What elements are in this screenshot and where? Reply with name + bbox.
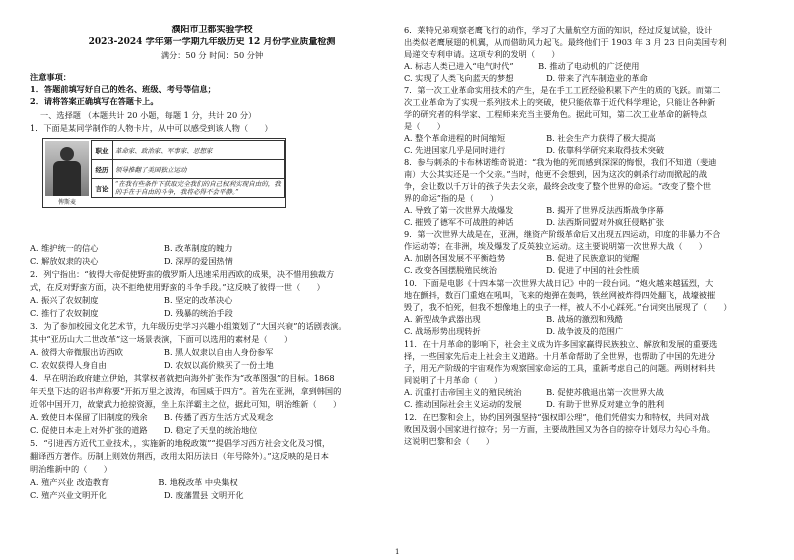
question-line: 8．参与刺杀的卡布林诺维奇说道：“我为他的死而感到深深的悔恨，我们不知道（斐迪: [404, 157, 717, 167]
option-line: C. 解放奴隶的决心 D. 深厚的爱国热情: [30, 256, 233, 266]
question-line: 4．早在明治政府建立伊始，其掌权者就把向海外扩张作为“改革图强”的目标。1868: [30, 373, 335, 383]
question-line: 毁了，我不怕死，但我不想像地上的虫子一样，被人不小心踩死。”台词突出展现了（ ）: [404, 302, 732, 312]
option-line: A. 标志人类已进入“电气时代” B. 推动了电动机的广泛使用: [404, 61, 640, 71]
question-line: 这说明巴黎和会（ ）: [404, 436, 495, 446]
option-line: A. 导致了第一次世界大战爆发 B. 揭开了世界反法西斯战争序幕: [404, 205, 664, 215]
question-line: 10．下面是电影《十四本第一次世界大战日记》中的一段台词。“炮火越来越猛烈，大: [404, 278, 714, 288]
school-name: 濮阳市卫都实验学校: [171, 25, 253, 35]
option-line: C. 农奴获得人身自由 D. 农奴以高价赎买了一份土地: [30, 360, 274, 370]
option-line: C. 先进国家几乎是同时进行 D. 依靠科学研究来取得技术突破: [404, 145, 665, 155]
question-line: 5．“引进西方近代工业技术，，实施新的地税政策”“提倡学习西方社会文化及习惯，: [30, 438, 331, 448]
question-line: 翻译西方著作。历制上则效仿荆西，改用太阳历法日（年号除外）。”这反映的是日本: [30, 451, 329, 461]
question-line: 是（ ）: [404, 121, 445, 131]
question-line: 出类似老鹰展翅的机翼，从而借助风力起飞。最终他们于 1903 年 3 月 23 日向美国专利: [404, 37, 727, 47]
question-line: 式，在反对野蛮方面，决不拒绝使用野蛮的斗争手段。”这反映了彼得一世（ ）: [30, 282, 325, 292]
option-line: C. 推动国际社会主义运动的发展 D. 有助于世界反对建立争的胜利: [404, 399, 665, 409]
person-card-table: [91, 140, 285, 198]
question-line: 争，会让数以千万计的孩子失去父亲，最终会改变了整个世界的命运。“改变了整个世: [404, 181, 712, 191]
notice-item: 2．请将答案正确填写在答题卡上。: [30, 96, 159, 106]
question-line: 其中“亚历山大二世改革”这一场景表演，下面可以选用的素材是（ ）: [30, 334, 293, 344]
card-key: 言论: [92, 179, 113, 198]
option-line: A. 加剧各国发展不平衡趋势 B. 促进了民族意识的觉醒: [404, 253, 640, 263]
question-line: 作运动等；在非洲，埃及爆发了反英独立运动。这主要说明第一次世界大战（ ）: [404, 241, 707, 251]
option-line: C. 推行了农奴制度 D. 残暴的统治手段: [30, 308, 233, 318]
table-row: [92, 179, 285, 198]
option-line: C. 摧毁了德军不可战胜的神话 D. 法西斯同盟对外疯狂侵略扩张: [404, 217, 665, 227]
portrait-caption: 俾斯麦: [57, 199, 76, 206]
option-line: C. 促使日本走上对外扩张的道路 D. 稳定了天皇的统治地位: [30, 425, 258, 435]
question-line: 6．莱特兄弟观察老鹰飞行的动作，学习了大量航空方面的知识，经过反复试验，设计: [404, 25, 713, 35]
question-line: 2．列宁指出：“彼得大帝促使野蛮的俄罗斯人迅速采用西欧的成果，决不惜用独裁方: [30, 269, 335, 279]
question-line: 子，用无产阶级的宇宙观作为观察国家命运的工具，重新考虑自己的问题。两则材料共: [404, 363, 716, 373]
question-line: 1．下面是某同学制作的人物卡片，从中可以感受到该人物（ ）: [30, 123, 273, 133]
table-row: [92, 141, 285, 160]
option-line: C. 战场形势出现转折 D. 战争波及的范围广: [404, 326, 624, 336]
question-line: 择，一些国家先后走上社会主义道路。十月革命帮助了全世界，也帮助了中国的先进分: [404, 351, 716, 361]
question-line: 界的命运”指的是（ ）: [404, 193, 499, 203]
question-line: 学的研究者的科学家、工程师来充当主要角色。据此可知，第二次工业革命的新特点: [404, 109, 707, 119]
notice-item: 1．答题前填写好自己的姓名、班级、考号等信息；: [30, 84, 216, 94]
option-line: C. 改变各国摆脱殖民统治 D. 促进了中国的社会性质: [404, 265, 640, 275]
question-line: 12．在巴黎和会上，协约国列强坚持“强权即公理”，他们凭借实力和特权，共同对战: [404, 412, 710, 422]
card-value: “在我有些条件下获取完全我们的自己权利实现自由的，我的手在于自由的斗争，我将必得不会平静。”: [112, 179, 284, 198]
question-line: 南）大公其实还是一个父亲。”当时，他更不会想到，因为这次的刺杀行动而掀起的战: [404, 169, 708, 179]
question-line: 11．在十月革命的影响下，社会主义成为许多国家赢得民族独立、解放和发展的重要选: [404, 339, 718, 349]
card-key: 职业: [92, 141, 113, 160]
question-line: 3．为了参加校园文化艺术节，九年级历史学习兴趣小组策划了“大国兴衰”的话剧表演。: [30, 321, 347, 331]
question-line: 败国及弱小国家进行掠夺；另一方面，主要战胜国又为各自的掠夺计划尽力勾心斗角。: [404, 424, 716, 434]
question-line: 年天皇下达的诏书声称要“开拓万里之波涛，布国威于四方”。首先在亚洲，拿到韩国的: [30, 386, 342, 396]
option-line: A. 新型战争武器出现 B. 战场的激烈和残酷: [404, 314, 623, 324]
option-line: A. 振兴了农奴制度 B. 坚定的改革决心: [30, 295, 233, 305]
option-line: C. 实现了人类飞向蓝天的梦想 D. 带来了汽车制造业的革命: [404, 73, 648, 83]
question-line: 9．第一次世界大战是在，亚洲，继资产阶级革命后又出现五四运动，印度的非暴力不合: [404, 229, 721, 239]
option-line: A. 维护统一的信心 B. 改革制度的魄力: [30, 243, 233, 253]
section-heading: 一、选择题 （本题共计 20 小题，每题 1 分，共计 20 分）: [40, 110, 257, 120]
portrait-image: [45, 141, 89, 196]
question-line: 局递交专利申请。这项专利的发明（ ）: [404, 49, 560, 59]
table-row: [92, 160, 285, 179]
option-line: A. 沉重打击帝国主义的殖民统治 B. 促使苏俄退出第一次世界大战: [404, 387, 664, 397]
question-line: 近邻中国开刀，故蒙武力抢掠资源，坐上东洋霸主之位，据此可知，明治维新（ ）: [30, 399, 342, 409]
card-value: 革命家、政治家、军事家、思想家: [112, 141, 284, 160]
page-number: 1: [395, 548, 400, 556]
exam-title: 2023-2024 学年第一学期九年级历史 12 月份学业质量检测: [88, 37, 336, 47]
score-time: 满分：50 分 时间：50 分钟: [160, 50, 264, 60]
question-line: 地在颤抖，数百门重炮在吼叫，飞来的炮弹在轰鸣，铁丝网被炸得四处翻飞，战壕被摧: [404, 290, 716, 300]
option-line: A. 整个革命进程的时间缩短 B. 社会生产力获得了极大提高: [404, 133, 656, 143]
option-line: A. 殖产兴业 改造教育 B. 地税改革 中央集权: [30, 477, 238, 487]
notice-heading: 注意事项：: [30, 72, 71, 82]
question-line: 明治维新中的（ ）: [30, 464, 112, 474]
question-line: 次工业革命为了实现一系列技术上的突破，使只能依靠于近代科学理论，只能让各种新: [404, 97, 716, 107]
option-line: A. 彼得大帝微服出访西欧 B. 黑人奴隶以自由人身份参军: [30, 347, 274, 357]
person-card-figure: [42, 138, 286, 208]
card-value: 领导推翻了美国独立运动: [112, 160, 284, 179]
card-key: 经历: [92, 160, 113, 179]
question-line: 7．第一次工业革命实用技术的产生，是在手工工匠经验积累下产生的质的飞跃。而第二: [404, 85, 721, 95]
question-line: 同说明了十月革命（ ）: [404, 375, 503, 385]
option-line: C. 殖产兴业文明开化 D. 废藩置县 文明开化: [30, 490, 244, 500]
option-line: A. 致使日本保留了旧制度的残余 B. 传播了西方生活方式及观念: [30, 412, 274, 422]
